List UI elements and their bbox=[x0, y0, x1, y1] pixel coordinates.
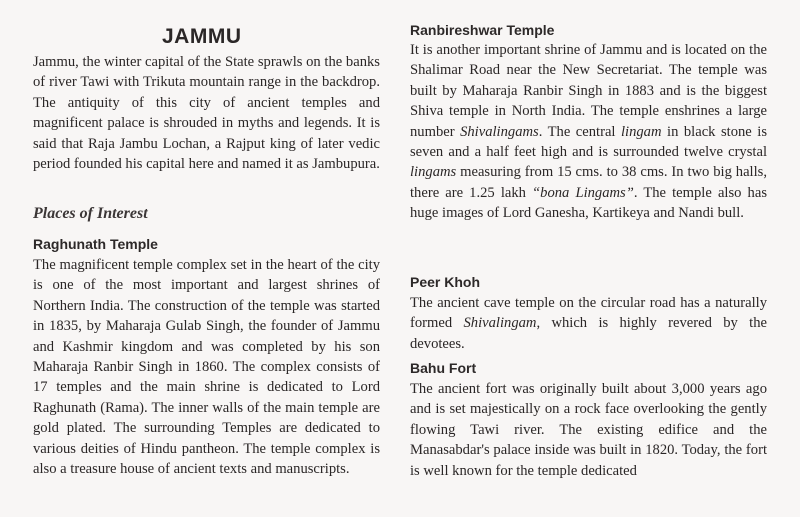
raghunath-temple-heading: Raghunath Temple bbox=[33, 236, 158, 252]
ranbireshwar-italic-2: lingam bbox=[620, 123, 662, 140]
bahu-fort-paragraph: The ancient fort was originally built about 3,000 years ago and is set majestically on a rock face overlooking the gently flowing Tawi river. The existing edifice and the Manasabdar's palace inside was built in 1820. Today, the fort is well known for the temple dedicated bbox=[410, 381, 767, 479]
raghunath-temple-paragraph: The magnificent temple complex set in the heart of the city is one of the most important and largest shrines of Northern India. The construction of the temple was started in 1835, by Maharaja Gulab Singh, the founder of Jammu and Kashmir kingdom and was completed by his son Maharaja Ranbir Singh in 1860. The complex consists of 17 temples and the main shrine is dedicated to Lord Raghunath (Rama). The inner walls of the main temple are gold plated. The surrounding Temples are dedicated to various deities of Hindu pantheon. The temple complex is also a treasure house of ancient texts and manuscripts. bbox=[33, 257, 380, 478]
bahu-fort-heading: Bahu Fort bbox=[410, 360, 477, 376]
ranbireshwar-temple-paragraph bbox=[410, 40, 767, 224]
ranbireshwar-temple-heading: Ranbireshwar Temple bbox=[410, 22, 555, 38]
ranbireshwar-italic-3: lingams bbox=[410, 164, 457, 181]
peer-khoh-paragraph bbox=[410, 293, 767, 354]
ranbireshwar-text-2: . The central bbox=[538, 123, 621, 140]
places-of-interest-heading: Places of Interest bbox=[33, 205, 148, 222]
page-title: JAMMU bbox=[162, 25, 242, 48]
ranbireshwar-text-1: It is another important shrine of Jammu and is located on the Shalimar Road near the New Secretariat. The temple was built by Maharaja Ranbir Singh in 1883 and is the biggest Shiva temple in North India. The temple enshrines a large number bbox=[410, 42, 767, 140]
intro-paragraph: Jammu, the winter capital of the State sprawls on the banks of river Tawi with Trikuta mountain range in the backdrop. The antiquity of this city of ancient temples and magnificent palace is shrouded in myths and legends. It is said that Raja Jambu Lochan, a Rajput king of later vedic period founded his capital here and named it as Jambupura. bbox=[33, 54, 380, 173]
ranbireshwar-italic-1: Shivalingams bbox=[460, 123, 539, 140]
peer-khoh-text-1: The ancient cave temple on the circular road has a naturally formed bbox=[410, 295, 767, 332]
ranbireshwar-text-4: measuring from 15 cms. to 38 cms. In two big halls, there are 1.25 lakh bbox=[410, 164, 767, 201]
peer-khoh-italic-1: Shivalingam bbox=[463, 315, 537, 332]
peer-khoh-text-2: , which is highly revered by the devotees. bbox=[410, 315, 767, 352]
peer-khoh-heading: Peer Khoh bbox=[410, 274, 481, 290]
ranbireshwar-italic-4: “bona Lingams” bbox=[532, 184, 634, 201]
ranbireshwar-text-5: . The temple also has huge images of Lord Ganesha, Kartikeya and Nandi bull. bbox=[410, 184, 767, 222]
ranbireshwar-text-3: in black stone is seven and a half feet high and is surrounded twelve crystal bbox=[410, 123, 767, 161]
